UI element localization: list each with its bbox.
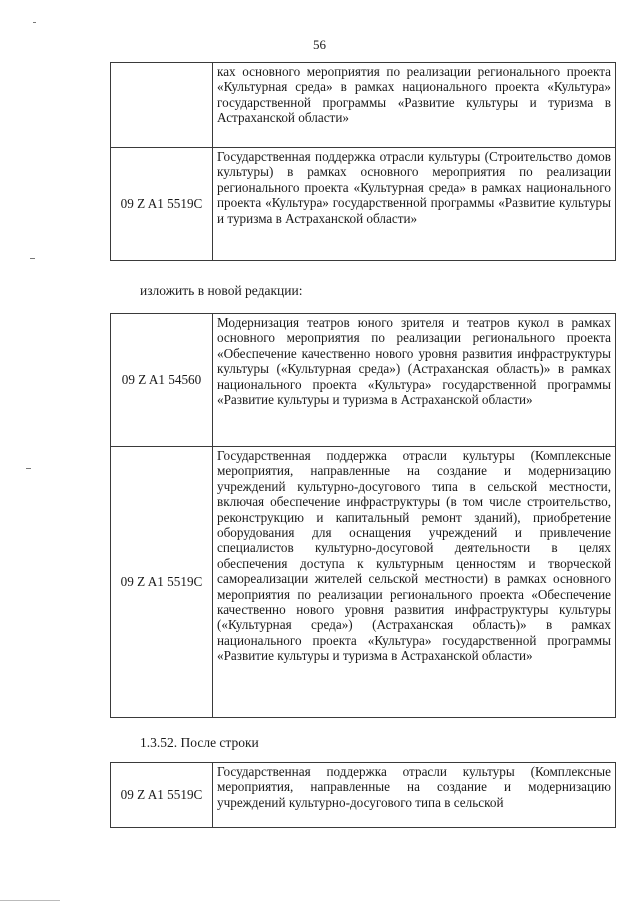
description-cell: ках основного мероприятия по реализации регионального проекта «Культурная среда» в рамках национального проекта «Культура» государственной программы «Развитие культуры и туризма в Астраханской области» (213, 63, 616, 148)
budget-code-cell: 09 Z A1 5519C (111, 148, 213, 261)
budget-code-cell: 09 Z A1 5519C (111, 763, 213, 828)
table-row (111, 63, 616, 148)
amend-instruction: изложить в новой редакции: (140, 283, 303, 298)
section-heading: 1.3.52. После строки (140, 735, 259, 750)
table-row (111, 447, 616, 718)
scan-mark (33, 22, 36, 23)
description-cell: Государственная поддержка отрасли культуры (Комплексные мероприятия, направленные на создание и модернизацию учреждений культурно-досугового типа в сельской (213, 763, 616, 828)
table-row (111, 314, 616, 447)
scan-mark (30, 258, 35, 259)
description-cell: Государственная поддержка отрасли культуры (Комплексные мероприятия, направленные на создание и модернизацию учреждений культурно-досугового типа в сельской местности, включая обеспечение инфраструктуры (в том числе строительство, реконструкцию и капитальный ремонт зданий), приобретение оборудования для оснащения учреждений и привлечение специалистов культурно-досуговой деятельности в целях обеспечения доступа к культурным ценностям и творческой самореализации жителей сельской местности) в рамках основного мероприятия по реализации регионального проекта «Обеспечение качественно нового уровня развития инфраструктуры культуры («Культурная среда») (Астраханская область)» в рамках национального проекта «Культура» государственной программы «Развитие культуры и туризма в Астраханской области» (213, 447, 616, 718)
scan-mark (26, 468, 31, 469)
budget-table-continued (110, 62, 616, 261)
scan-mark (0, 900, 60, 901)
budget-code-cell (111, 63, 213, 148)
page-number: 56 (313, 37, 326, 52)
budget-code-cell: 09 Z A1 54560 (111, 314, 213, 447)
description-cell: Государственная поддержка отрасли культуры (Строительство домов культуры) в рамках основного мероприятия по реализации регионального проекта «Культурная среда» в рамках национального проекта «Культура» государственной программы «Развитие культуры и туризма в Астраханской области» (213, 148, 616, 261)
budget-code-cell: 09 Z A1 5519C (111, 447, 213, 718)
budget-table-new-edition (110, 313, 616, 718)
description-cell: Модернизация театров юного зрителя и театров кукол в рамках основного мероприятия по реализации регионального проекта «Обеспечение качественно нового уровня развития инфраструктуры культуры («Культурная среда») (Астраханская область)» в рамках национального проекта «Культура» государственной программы «Развитие культуры и туризма в Астраханской области» (213, 314, 616, 447)
table-row (111, 148, 616, 261)
budget-table-after (110, 762, 616, 828)
table-row (111, 763, 616, 828)
